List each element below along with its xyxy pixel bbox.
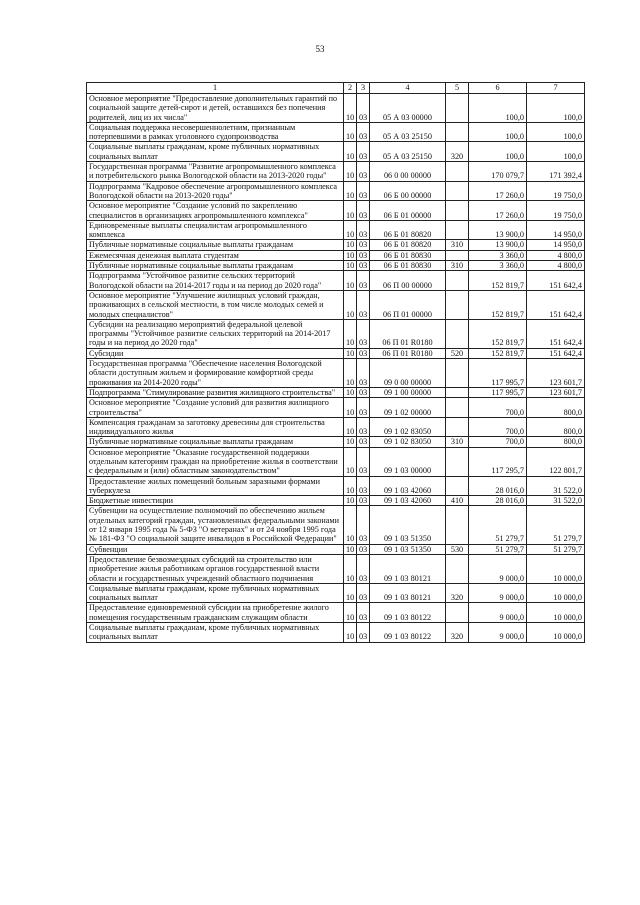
expense-type-code [446,417,469,437]
row-name: Государственная программа "Обеспечение населения Вологодской области доступным жильем и формирование комфортной среды проживания на 2014-2020 годы" [87,359,344,388]
expense-type-code [446,290,469,319]
subsection-code: 03 [357,583,370,603]
expense-type-code [446,476,469,496]
amount-year-1: 170 079,7 [469,162,527,182]
target-item-code: 06 Б 01 80820 [370,240,446,250]
section-code: 10 [344,181,357,201]
row-name: Публичные нормативные социальные выплаты гражданам [87,437,344,447]
amount-year-2: 100,0 [527,122,585,142]
target-item-code: 09 1 03 80122 [370,603,446,623]
amount-year-1: 17 260,0 [469,201,527,221]
header-row [87,83,585,94]
row-name: Субсидии на реализацию мероприятий федеральной целевой программы "Устойчивое развитие сельских территорий на 2014-2017 годы и на период до 2020 года" [87,319,344,348]
target-item-code: 09 0 00 00000 [370,359,446,388]
target-item-code: 09 1 03 42060 [370,496,446,506]
row-name: Ежемесячная денежная выплата студентам [87,250,344,260]
target-item-code: 06 Б 00 00000 [370,181,446,201]
table-row [87,261,585,271]
section-code: 10 [344,290,357,319]
section-code: 10 [344,240,357,250]
expense-type-code [446,603,469,623]
subsection-code: 03 [357,544,370,554]
table-row [87,506,585,544]
row-name: Публичные нормативные социальные выплаты гражданам [87,261,344,271]
amount-year-2: 4 800,0 [527,250,585,260]
header-cell: 6 [469,83,527,94]
subsection-code: 03 [357,181,370,201]
row-name: Субвенции на осуществление полномочий по обеспечению жильем отдельных категорий граждан, установленных федеральными законами от 12 января 1995 года № 5-ФЗ "О ветеранах" и от 24 ноября 1995 года № 181-ФЗ "О социальной защите инвалидов в Российской Федерации" [87,506,344,544]
table-row [87,290,585,319]
expense-type-code: 310 [446,437,469,447]
table-row [87,437,585,447]
section-code: 10 [344,94,357,123]
amount-year-2: 51 279,7 [527,506,585,544]
expense-type-code: 320 [446,623,469,643]
amount-year-2: 151 642,4 [527,290,585,319]
target-item-code: 09 1 03 80121 [370,554,446,583]
row-name: Подпрограмма "Стимулирование развития жилищного строительства" [87,387,344,397]
table-row [87,142,585,162]
section-code: 10 [344,348,357,358]
amount-year-1: 51 279,7 [469,506,527,544]
amount-year-2: 151 642,4 [527,348,585,358]
table-row [87,554,585,583]
table-row [87,359,585,388]
row-name: Предоставление безвозмездных субсидий на строительство или приобретение жилья работникам органов государственной власти области и государственных учреждений областного подчинения [87,554,344,583]
amount-year-1: 700,0 [469,417,527,437]
target-item-code: 09 1 02 00000 [370,398,446,418]
subsection-code: 03 [357,506,370,544]
amount-year-2: 19 750,0 [527,181,585,201]
expense-type-code: 320 [446,142,469,162]
subsection-code: 03 [357,476,370,496]
subsection-code: 03 [357,240,370,250]
subsection-code: 03 [357,201,370,221]
section-code: 10 [344,623,357,643]
section-code: 10 [344,261,357,271]
amount-year-1: 700,0 [469,437,527,447]
section-code: 10 [344,554,357,583]
amount-year-1: 117 995,7 [469,387,527,397]
table-row [87,271,585,291]
subsection-code: 03 [357,290,370,319]
subsection-code: 03 [357,623,370,643]
amount-year-2: 100,0 [527,94,585,123]
amount-year-2: 10 000,0 [527,623,585,643]
expense-type-code: 310 [446,261,469,271]
table-row [87,417,585,437]
amount-year-2: 800,0 [527,398,585,418]
table-row [87,398,585,418]
target-item-code: 06 Б 01 80830 [370,250,446,260]
subsection-code: 03 [357,554,370,583]
section-code: 10 [344,220,357,240]
target-item-code: 09 1 03 51350 [370,506,446,544]
header-cell: 7 [527,83,585,94]
expense-type-code [446,506,469,544]
header-cell: 2 [344,83,357,94]
amount-year-2: 100,0 [527,142,585,162]
section-code: 10 [344,142,357,162]
table-row [87,220,585,240]
expense-type-code [446,250,469,260]
amount-year-1: 117 995,7 [469,359,527,388]
amount-year-2: 14 950,0 [527,220,585,240]
header-cell: 3 [357,83,370,94]
row-name: Социальная поддержка несовершеннолетним, признанным потерпевшими в рамках уголовного судопроизводства [87,122,344,142]
amount-year-1: 3 360,0 [469,250,527,260]
target-item-code: 09 1 03 80121 [370,583,446,603]
target-item-code: 09 1 03 80122 [370,623,446,643]
amount-year-2: 10 000,0 [527,583,585,603]
expense-type-code [446,181,469,201]
row-name: Основное мероприятие "Создание условий по закреплению специалистов в организациях агропромышленного комплекса" [87,201,344,221]
row-name: Основное мероприятие "Предоставление дополнительных гарантий по социальной защите детей-сирот и детей, оставшихся без попечения родителей, лиц из их числа" [87,94,344,123]
amount-year-2: 800,0 [527,417,585,437]
row-name: Основное мероприятие "Создание условий для развития жилищного строительства" [87,398,344,418]
row-name: Предоставление единовременной субсидии на приобретение жилого помещения государственным гражданским служащим области [87,603,344,623]
expense-type-code: 520 [446,348,469,358]
section-code: 10 [344,271,357,291]
expense-type-code [446,319,469,348]
row-name: Бюджетные инвестиции [87,496,344,506]
subsection-code: 03 [357,437,370,447]
amount-year-1: 3 360,0 [469,261,527,271]
target-item-code: 09 1 02 83050 [370,437,446,447]
table-row [87,447,585,476]
row-name: Подпрограмма "Устойчивое развитие сельских территорий Вологодской области на 2014-2017 годы и на период до 2020 года" [87,271,344,291]
expense-type-code [446,122,469,142]
amount-year-1: 152 819,7 [469,348,527,358]
target-item-code: 09 1 03 42060 [370,476,446,496]
row-name: Подпрограмма "Кадровое обеспечение агропромышленного комплекса Вологодской области на 2013-2020 годы" [87,181,344,201]
header-cell: 5 [446,83,469,94]
page-number: 53 [315,44,325,54]
table-row [87,603,585,623]
section-code: 10 [344,544,357,554]
section-code: 10 [344,603,357,623]
row-name: Основное мероприятие "Оказание государственной поддержки отдельным категориям граждан на приобретение жилья в соответствии с федеральным и (или) областным законодательством" [87,447,344,476]
table-row [87,348,585,358]
amount-year-2: 123 601,7 [527,359,585,388]
target-item-code: 09 1 02 83050 [370,417,446,437]
amount-year-1: 100,0 [469,122,527,142]
section-code: 10 [344,583,357,603]
amount-year-1: 9 000,0 [469,583,527,603]
amount-year-2: 171 392,4 [527,162,585,182]
expense-type-code [446,201,469,221]
row-name: Субвенции [87,544,344,554]
amount-year-2: 31 522,0 [527,476,585,496]
subsection-code: 03 [357,122,370,142]
target-item-code: 06 П 01 00000 [370,290,446,319]
subsection-code: 03 [357,417,370,437]
section-code: 10 [344,437,357,447]
amount-year-2: 151 642,4 [527,319,585,348]
section-code: 10 [344,417,357,437]
subsection-code: 03 [357,359,370,388]
table-row [87,387,585,397]
amount-year-1: 152 819,7 [469,319,527,348]
table-row [87,544,585,554]
row-name: Единовременные выплаты специалистам агропромышленного комплекса [87,220,344,240]
target-item-code: 06 Б 01 80830 [370,261,446,271]
expense-type-code: 320 [446,583,469,603]
row-name: Социальные выплаты гражданам, кроме публичных нормативных социальных выплат [87,142,344,162]
section-code: 10 [344,201,357,221]
table-row [87,240,585,250]
amount-year-2: 10 000,0 [527,554,585,583]
amount-year-2: 122 801,7 [527,447,585,476]
table-row [87,583,585,603]
section-code: 10 [344,319,357,348]
subsection-code: 03 [357,220,370,240]
row-name: Основное мероприятие "Улучшение жилищных условий граждан, проживающих в сельской местности, в том числе молодых семей и молодых специалистов" [87,290,344,319]
target-item-code: 06 П 00 00000 [370,271,446,291]
subsection-code: 03 [357,142,370,162]
section-code: 10 [344,387,357,397]
expense-type-code [446,554,469,583]
target-item-code: 06 П 01 R0180 [370,319,446,348]
expense-type-code [446,220,469,240]
section-code: 10 [344,496,357,506]
table-row [87,319,585,348]
table-row [87,201,585,221]
amount-year-2: 10 000,0 [527,603,585,623]
amount-year-1: 9 000,0 [469,554,527,583]
target-item-code: 09 1 03 00000 [370,447,446,476]
section-code: 10 [344,250,357,260]
amount-year-2: 51 279,7 [527,544,585,554]
section-code: 10 [344,447,357,476]
amount-year-1: 51 279,7 [469,544,527,554]
amount-year-2: 31 522,0 [527,496,585,506]
expense-type-code [446,94,469,123]
amount-year-2: 19 750,0 [527,201,585,221]
row-name: Субсидии [87,348,344,358]
amount-year-1: 117 295,7 [469,447,527,476]
expense-type-code [446,387,469,397]
table-row [87,181,585,201]
amount-year-2: 123 601,7 [527,387,585,397]
header-cell: 1 [87,83,344,94]
subsection-code: 03 [357,398,370,418]
row-name: Социальные выплаты гражданам, кроме публичных нормативных социальных выплат [87,623,344,643]
subsection-code: 03 [357,496,370,506]
target-item-code: 06 0 00 00000 [370,162,446,182]
row-name: Предоставление жилых помещений больным заразными формами туберкулеза [87,476,344,496]
amount-year-2: 151 642,4 [527,271,585,291]
target-item-code: 09 1 03 51350 [370,544,446,554]
budget-table [86,82,585,643]
amount-year-1: 9 000,0 [469,623,527,643]
expense-type-code: 410 [446,496,469,506]
expense-type-code [446,271,469,291]
table-row [87,496,585,506]
subsection-code: 03 [357,250,370,260]
row-name: Публичные нормативные социальные выплаты гражданам [87,240,344,250]
subsection-code: 03 [357,94,370,123]
expense-type-code: 310 [446,240,469,250]
table-row [87,476,585,496]
amount-year-1: 28 016,0 [469,476,527,496]
row-name: Социальные выплаты гражданам, кроме публичных нормативных социальных выплат [87,583,344,603]
table-row [87,250,585,260]
target-item-code: 06 Б 01 00000 [370,201,446,221]
amount-year-1: 152 819,7 [469,290,527,319]
amount-year-1: 9 000,0 [469,603,527,623]
subsection-code: 03 [357,162,370,182]
amount-year-1: 100,0 [469,142,527,162]
expense-type-code [446,359,469,388]
section-code: 10 [344,476,357,496]
expense-type-code [446,398,469,418]
subsection-code: 03 [357,447,370,476]
subsection-code: 03 [357,603,370,623]
subsection-code: 03 [357,271,370,291]
target-item-code: 05 А 03 25150 [370,122,446,142]
section-code: 10 [344,122,357,142]
amount-year-1: 152 819,7 [469,271,527,291]
row-name: Компенсация гражданам за заготовку древесины для строительства индивидуального жилья [87,417,344,437]
expense-type-code [446,162,469,182]
amount-year-2: 14 950,0 [527,240,585,250]
header-cell: 4 [370,83,446,94]
table-row [87,623,585,643]
expense-type-code: 530 [446,544,469,554]
section-code: 10 [344,398,357,418]
section-code: 10 [344,162,357,182]
expense-type-code [446,447,469,476]
section-code: 10 [344,359,357,388]
target-item-code: 05 А 03 25150 [370,142,446,162]
subsection-code: 03 [357,387,370,397]
subsection-code: 03 [357,261,370,271]
amount-year-1: 17 260,0 [469,181,527,201]
amount-year-1: 13 900,0 [469,240,527,250]
amount-year-1: 13 900,0 [469,220,527,240]
amount-year-2: 800,0 [527,437,585,447]
target-item-code: 06 Б 01 80820 [370,220,446,240]
section-code: 10 [344,506,357,544]
amount-year-1: 28 016,0 [469,496,527,506]
table-row [87,122,585,142]
amount-year-1: 700,0 [469,398,527,418]
amount-year-1: 100,0 [469,94,527,123]
target-item-code: 09 1 00 00000 [370,387,446,397]
amount-year-2: 4 800,0 [527,261,585,271]
target-item-code: 06 П 01 R0180 [370,348,446,358]
subsection-code: 03 [357,348,370,358]
table-row [87,162,585,182]
row-name: Государственная программа "Развитие агропромышленного комплекса и потребительского рынка Вологодской области на 2013-2020 годы" [87,162,344,182]
target-item-code: 05 А 03 00000 [370,94,446,123]
subsection-code: 03 [357,319,370,348]
table-row [87,94,585,123]
